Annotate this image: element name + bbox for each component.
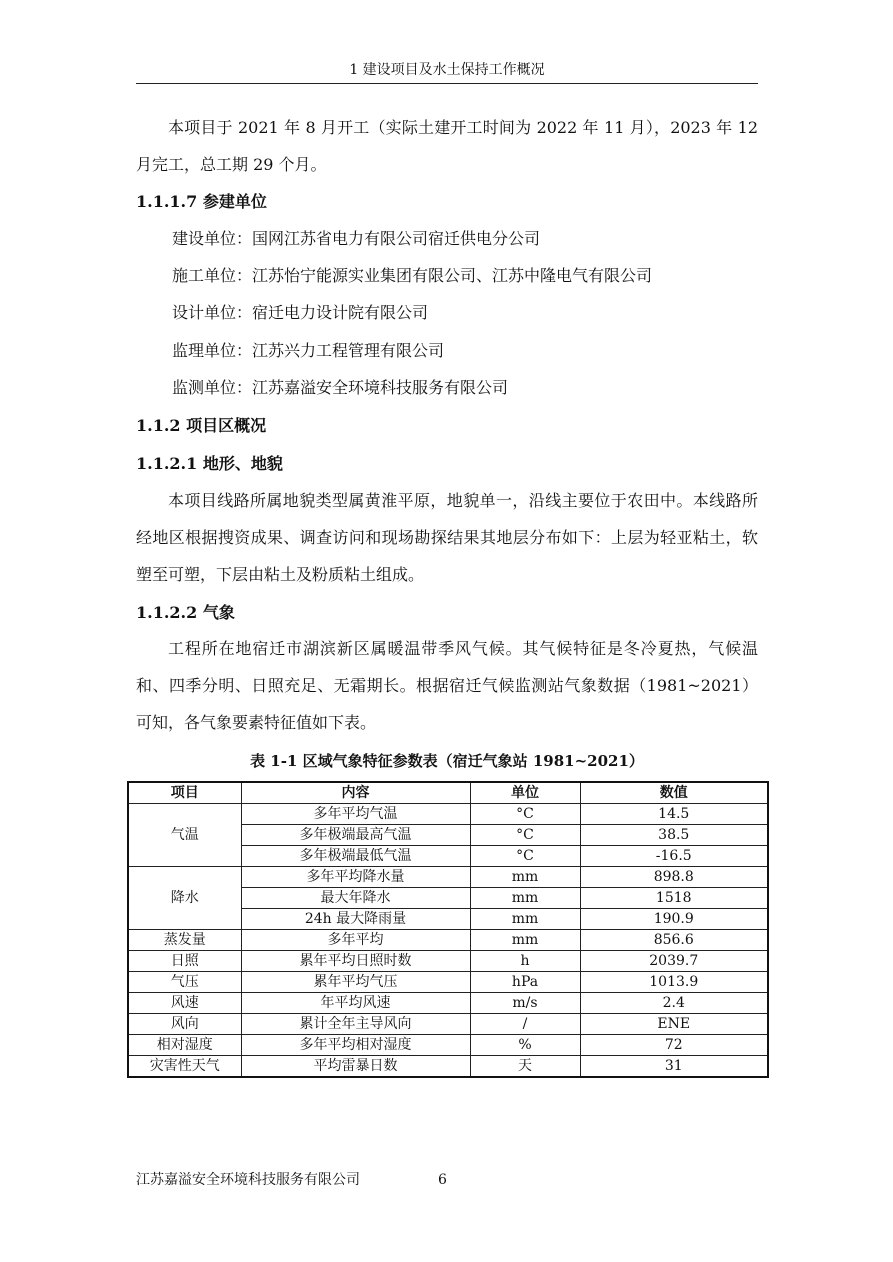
table-row: [128, 972, 768, 993]
cell-value: 31: [580, 1056, 768, 1078]
cell-value: 190.9: [580, 909, 768, 930]
cell-content: 多年平均相对湿度: [241, 1035, 470, 1056]
cell-item: 日照: [128, 951, 241, 972]
page-number: 6: [438, 1172, 447, 1188]
cell-content: 多年平均气温: [241, 804, 470, 825]
header-unit: 单位: [470, 782, 580, 804]
heading-project-area: 1.1.2 项目区概况: [136, 416, 267, 435]
cell-content: 平均雷暴日数: [241, 1056, 470, 1078]
cell-value: 2039.7: [580, 951, 768, 972]
climate-paragraph: 工程所在地宿迁市湖滨新区属暖温带季风气候。其气候特征是冬冷夏热，气候温和、四季分明、日照充足、无霜期长。根据宿迁气候监测站气象数据（1981~2021）可知，各气象要素特征值如下表。: [136, 639, 758, 732]
table-row: [128, 930, 768, 951]
cell-value: ENE: [580, 1014, 768, 1035]
cell-unit: 天: [470, 1056, 580, 1078]
cell-content: 累年平均日照时数: [241, 951, 470, 972]
table-row: [128, 951, 768, 972]
table-caption: 表 1-1 区域气象特征参数表（宿迁气象站 1981~2021）: [250, 752, 644, 770]
cell-content: 累年平均气压: [241, 972, 470, 993]
climate-table: [127, 781, 769, 1078]
cell-value: 72: [580, 1035, 768, 1056]
cell-item: 气压: [128, 972, 241, 993]
table-header-row: [128, 782, 768, 804]
cell-value: 1013.9: [580, 972, 768, 993]
cell-unit: mm: [470, 888, 580, 909]
cell-unit: m/s: [470, 993, 580, 1014]
cell-value: 898.8: [580, 867, 768, 888]
cell-value: 38.5: [580, 825, 768, 846]
cell-value: 2.4: [580, 993, 768, 1014]
cell-content: 多年极端最高气温: [241, 825, 470, 846]
group-temperature: 气温: [128, 804, 241, 867]
cell-unit: mm: [470, 867, 580, 888]
cell-item: 灾害性天气: [128, 1056, 241, 1078]
unit-constructor: 施工单位：江苏怡宁能源实业集团有限公司、江苏中隆电气有限公司: [172, 266, 653, 285]
table-row: [128, 993, 768, 1014]
unit-designer: 设计单位：宿迁电力设计院有限公司: [172, 303, 429, 322]
cell-unit: mm: [470, 909, 580, 930]
intro-paragraph: 本项目于 2021 年 8 月开工（实际土建开工时间为 2022 年 11 月），2023 年 12 月完工，总工期 29 个月。: [136, 118, 758, 174]
page-header: 1 建设项目及水土保持工作概况: [349, 62, 545, 78]
cell-content: 年平均风速: [241, 993, 470, 1014]
cell-content: 多年极端最低气温: [241, 846, 470, 867]
cell-content: 多年平均: [241, 930, 470, 951]
heading-climate: 1.1.2.2 气象: [136, 603, 235, 622]
unit-supervisor: 监理单位：江苏兴力工程管理有限公司: [172, 341, 445, 360]
cell-content: 累计全年主导风向: [241, 1014, 470, 1035]
cell-item: 风向: [128, 1014, 241, 1035]
cell-unit: hPa: [470, 972, 580, 993]
table-row: [128, 1014, 768, 1035]
cell-value: 856.6: [580, 930, 768, 951]
footer-company: 江苏嘉溢安全环境科技服务有限公司: [136, 1172, 360, 1188]
cell-unit: °C: [470, 804, 580, 825]
cell-item: 风速: [128, 993, 241, 1014]
header-rule: [136, 83, 758, 84]
cell-value: 1518: [580, 888, 768, 909]
cell-content: 多年平均降水量: [241, 867, 470, 888]
header-content: 内容: [241, 782, 470, 804]
cell-value: 14.5: [580, 804, 768, 825]
table-row: [128, 804, 768, 825]
cell-item: 相对湿度: [128, 1035, 241, 1056]
cell-unit: mm: [470, 930, 580, 951]
table-row: [128, 1056, 768, 1078]
heading-participants: 1.1.1.7 参建单位: [136, 192, 267, 211]
cell-unit: %: [470, 1035, 580, 1056]
cell-unit: °C: [470, 825, 580, 846]
cell-item: 蒸发量: [128, 930, 241, 951]
cell-unit: /: [470, 1014, 580, 1035]
cell-unit: h: [470, 951, 580, 972]
unit-monitor: 监测单位：江苏嘉溢安全环境科技服务有限公司: [172, 378, 509, 397]
heading-terrain: 1.1.2.1 地形、地貌: [136, 454, 283, 473]
cell-unit: °C: [470, 846, 580, 867]
table-row: [128, 867, 768, 888]
group-precipitation: 降水: [128, 867, 241, 930]
cell-content: 24h 最大降雨量: [241, 909, 470, 930]
cell-value: -16.5: [580, 846, 768, 867]
cell-content: 最大年降水: [241, 888, 470, 909]
header-value: 数值: [580, 782, 768, 804]
header-item: 项目: [128, 782, 241, 804]
table-row: [128, 1035, 768, 1056]
terrain-paragraph: 本项目线路所属地貌类型属黄淮平原，地貌单一，沿线主要位于农田中。本线路所经地区根据搜资成果、调查访问和现场勘探结果其地层分布如下：上层为轻亚粘土，软塑至可塑，下层由粘土及粉质粘土组成。: [136, 491, 758, 584]
unit-builder: 建设单位：国网江苏省电力有限公司宿迁供电分公司: [172, 229, 541, 248]
